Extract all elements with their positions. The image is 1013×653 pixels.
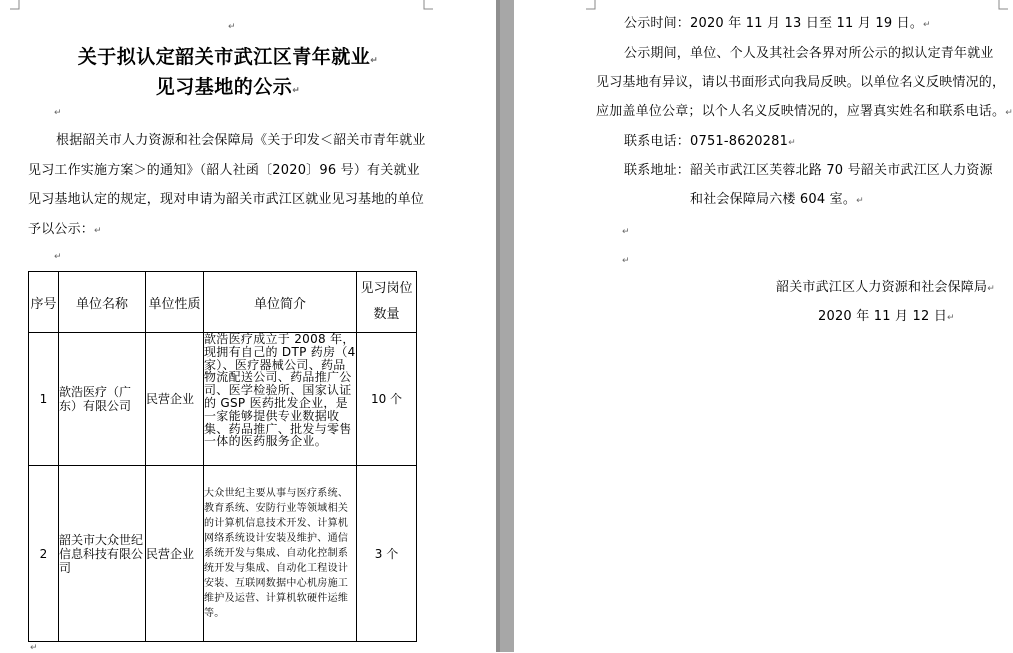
body-text: 予以公示： xyxy=(28,222,95,237)
paragraph-mark: ↵ xyxy=(94,226,102,236)
paragraph-mark: ↵ xyxy=(856,196,864,206)
body-paragraph-line: 根据韶关市人力资源和社会保障局《关于印发＜韶关市青年就业 xyxy=(56,133,426,148)
page-gutter-shadow xyxy=(496,0,500,652)
table-header-row xyxy=(29,272,417,333)
row-type: 民营企业 xyxy=(146,466,204,642)
paragraph-mark: ↵ xyxy=(987,284,995,294)
header-count-line2: 数量 xyxy=(373,307,400,322)
paragraph-mark: ↵ xyxy=(54,108,62,118)
paragraph-mark: ↵ xyxy=(54,252,62,262)
base-list-table xyxy=(28,271,417,642)
signature-text: 韶关市武江区人力资源和社会保障局 xyxy=(776,280,988,295)
body-paragraph-line: 见习工作实施方案＞的通知》（韶人社函〔2020〕96 号）有关就业 xyxy=(28,163,420,178)
body-paragraph-line xyxy=(28,222,102,239)
row-type: 民营企业 xyxy=(146,333,204,466)
row-intro: 歆浩医疗成立于 2008 年，现拥有自己的 DTP 药房（4 家）、医疗器械公司、药品物流配送公司、药品推广公司、医学检验所、国家认证的 GSP 医药批发企业，是一家能够提供专业数据收集、药品推广、批发与零售一体的医药服务企业。 xyxy=(204,333,357,466)
period-text: 公示时间：2020 年 11 月 13 日至 11 月 19 日。 xyxy=(624,16,924,31)
row-name: 韶关市大众世纪信息科技有限公司 xyxy=(59,466,146,642)
row-name: 歆浩医疗（广东）有限公司 xyxy=(59,333,146,466)
notice-period xyxy=(624,16,931,33)
contact-address-line2 xyxy=(690,192,864,209)
paragraph-mark: ↵ xyxy=(947,313,955,323)
title-text-1: 关于拟认定韶关市武江区青年就业 xyxy=(77,46,371,68)
date-text: 2020 年 11 月 12 日 xyxy=(818,309,948,324)
document-page-left xyxy=(0,0,496,652)
table-row xyxy=(29,466,417,642)
notice-line: 见习基地有异议，请以书面形式向我局反映。以单位名义反映情况的， xyxy=(596,75,1006,90)
address-text: 和社会保障局六楼 604 室。 xyxy=(690,192,857,207)
paragraph-mark: ↵ xyxy=(622,256,630,266)
paragraph-mark: ↵ xyxy=(788,138,796,148)
paragraph-mark: ↵ xyxy=(923,20,931,30)
contact-phone xyxy=(624,134,796,151)
doc-title-line1 xyxy=(0,42,456,69)
signature-date xyxy=(818,309,955,326)
crop-mark-top-left xyxy=(10,0,20,10)
header-intro: 单位简介 xyxy=(204,272,357,333)
paragraph-mark: ↵ xyxy=(292,86,301,96)
title-text-2: 见习基地的公示 xyxy=(155,76,293,98)
contact-address-line1: 联系地址：韶关市武江区芙蓉北路 70 号韶关市武江区人力资源 xyxy=(624,163,993,178)
crop-mark-top-right xyxy=(423,0,433,10)
header-name: 单位名称 xyxy=(59,272,146,333)
row-index: 1 xyxy=(29,333,59,466)
header-index: 序号 xyxy=(29,272,59,333)
doc-title-line2 xyxy=(0,72,456,99)
paragraph-mark: ↵ xyxy=(1005,108,1013,118)
crop-mark-top-right xyxy=(998,0,1008,10)
header-type: 单位性质 xyxy=(146,272,204,333)
signature-org xyxy=(776,280,995,297)
paragraph-mark: ↵ xyxy=(30,643,38,653)
paragraph-mark: ↵ xyxy=(228,22,236,32)
row-intro: 大众世纪主要从事与医疗系统、教育系统、安防行业等领域相关的计算机信息技术开发、计算机网络系统设计安装及维护、通信系统开发与集成、自动化控制系统开发与集成、自动化工程设计安装、互联网数据中心机房施工维护及运营、计算机软硬件运维等。 xyxy=(204,466,357,642)
phone-text: 联系电话：0751-8620281 xyxy=(624,134,789,149)
header-count xyxy=(357,272,417,333)
row-count: 3 个 xyxy=(357,466,417,642)
crop-mark-top-left xyxy=(586,0,596,10)
document-page-right xyxy=(514,0,1012,652)
row-count: 10 个 xyxy=(357,333,417,466)
header-count-line1: 见习岗位 xyxy=(360,281,413,296)
table-row xyxy=(29,333,417,466)
notice-text: 应加盖单位公章；以个人名义反映情况的，应署真实姓名和联系电话。 xyxy=(596,104,1006,119)
notice-line xyxy=(596,104,1013,121)
notice-line: 公示期间，单位、个人及其社会各界对所公示的拟认定青年就业 xyxy=(624,46,994,61)
paragraph-mark: ↵ xyxy=(622,227,630,237)
body-paragraph-line: 见习基地认定的规定，现对申请为韶关市武江区就业见习基地的单位 xyxy=(28,192,425,207)
row-index: 2 xyxy=(29,466,59,642)
paragraph-mark: ↵ xyxy=(370,56,379,66)
